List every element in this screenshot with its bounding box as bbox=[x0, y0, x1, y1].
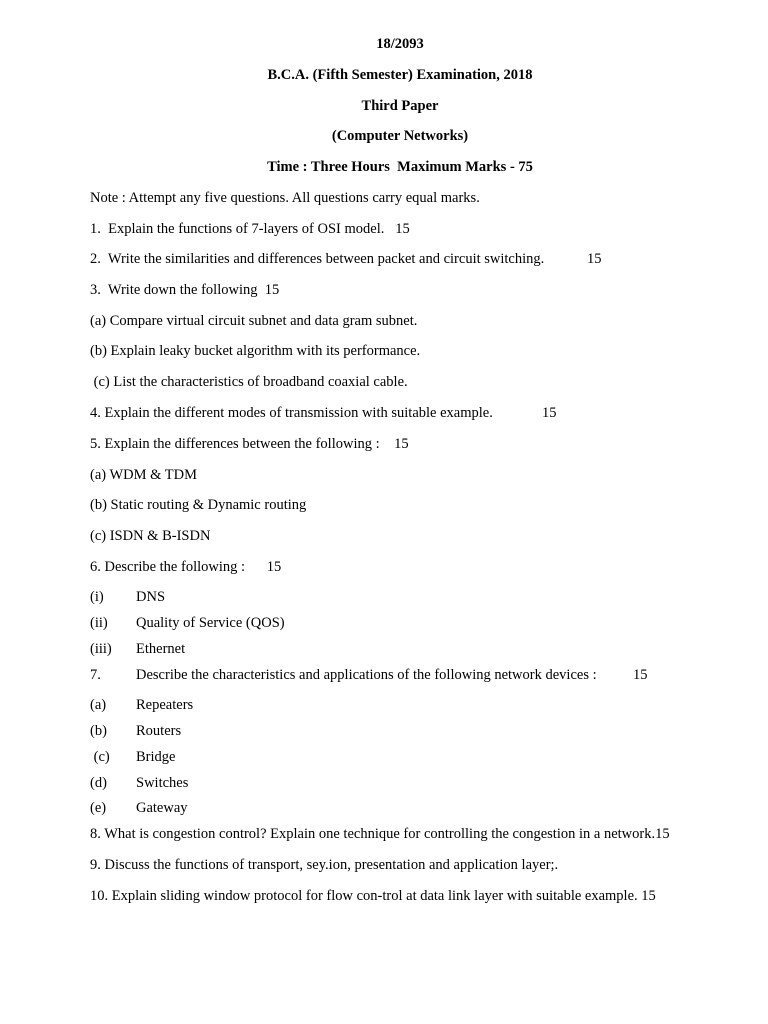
question-7-item-d-text: Switches bbox=[136, 775, 189, 791]
paper-number: Third Paper bbox=[361, 98, 439, 114]
question-7-number: 7. bbox=[90, 667, 101, 683]
question-7-item-e-number: (e) bbox=[90, 800, 107, 816]
question-7-text: Describe the characteristics and applications of the following network devices : bbox=[136, 667, 597, 683]
question-4: 4. Explain the different modes of transmission with suitable example. bbox=[90, 405, 493, 421]
question-7-item-a-text: Repeaters bbox=[136, 697, 194, 713]
question-4-marks: 15 bbox=[542, 405, 557, 421]
question-6-item-3-text: Ethernet bbox=[136, 641, 186, 657]
question-6-item-2-text: Quality of Service (QOS) bbox=[136, 615, 285, 631]
question-6-item-1-text: DNS bbox=[136, 589, 166, 605]
question-9: 9. Discuss the functions of transport, sey.ion, presentation and application layer;. bbox=[90, 857, 559, 873]
question-7-item-b-number: (b) bbox=[90, 723, 107, 739]
question-3: 3. Write down the following 15 bbox=[90, 282, 280, 298]
subject-title: (Computer Networks) bbox=[331, 128, 469, 144]
question-7-item-a-number: (a) bbox=[90, 697, 107, 713]
question-6-item-1-number: (i) bbox=[90, 589, 104, 605]
question-8: 8. What is congestion control? Explain one technique for controlling the congestion in a network.15 bbox=[90, 826, 670, 842]
question-7-item-b-text: Routers bbox=[136, 723, 182, 739]
question-10: 10. Explain sliding window protocol for flow con-trol at data link layer with suitable example. 15 bbox=[90, 888, 656, 904]
question-5: 5. Explain the differences between the following : 15 bbox=[90, 436, 409, 452]
exam-title: B.C.A. (Fifth Semester) Examination, 2018 bbox=[267, 67, 533, 83]
instructions-note: Note : Attempt any five questions. All questions carry equal marks. bbox=[90, 190, 480, 206]
paper-code: 18/2093 bbox=[376, 36, 424, 52]
question-7-item-c-text: Bridge bbox=[136, 749, 176, 765]
question-5-part-a: (a) WDM & TDM bbox=[90, 467, 197, 483]
time-marks: Time : Three Hours Maximum Marks - 75 bbox=[267, 159, 533, 175]
question-6-item-3-number: (iii) bbox=[90, 641, 112, 657]
question-3-part-c: (c) List the characteristics of broadband coaxial cable. bbox=[90, 374, 408, 390]
question-6: 6. Describe the following : 15 bbox=[90, 559, 282, 575]
question-2: 2. Write the similarities and differences between packet and circuit switching. bbox=[90, 251, 545, 267]
question-6-item-2-number: (ii) bbox=[90, 615, 108, 631]
question-7-item-d-number: (d) bbox=[90, 775, 107, 791]
question-2-marks: 15 bbox=[587, 251, 602, 267]
question-3-part-a: (a) Compare virtual circuit subnet and data gram subnet. bbox=[90, 313, 418, 329]
question-5-part-b: (b) Static routing & Dynamic routing bbox=[90, 497, 307, 513]
question-5-part-c: (c) ISDN & B-ISDN bbox=[90, 528, 211, 544]
question-7-item-e-text: Gateway bbox=[136, 800, 188, 816]
question-1: 1. Explain the functions of 7-layers of OSI model. 15 bbox=[90, 221, 410, 237]
question-7-marks: 15 bbox=[633, 667, 648, 683]
question-7-item-c-number: (c) bbox=[90, 749, 110, 765]
question-3-part-b: (b) Explain leaky bucket algorithm with its performance. bbox=[90, 343, 421, 359]
